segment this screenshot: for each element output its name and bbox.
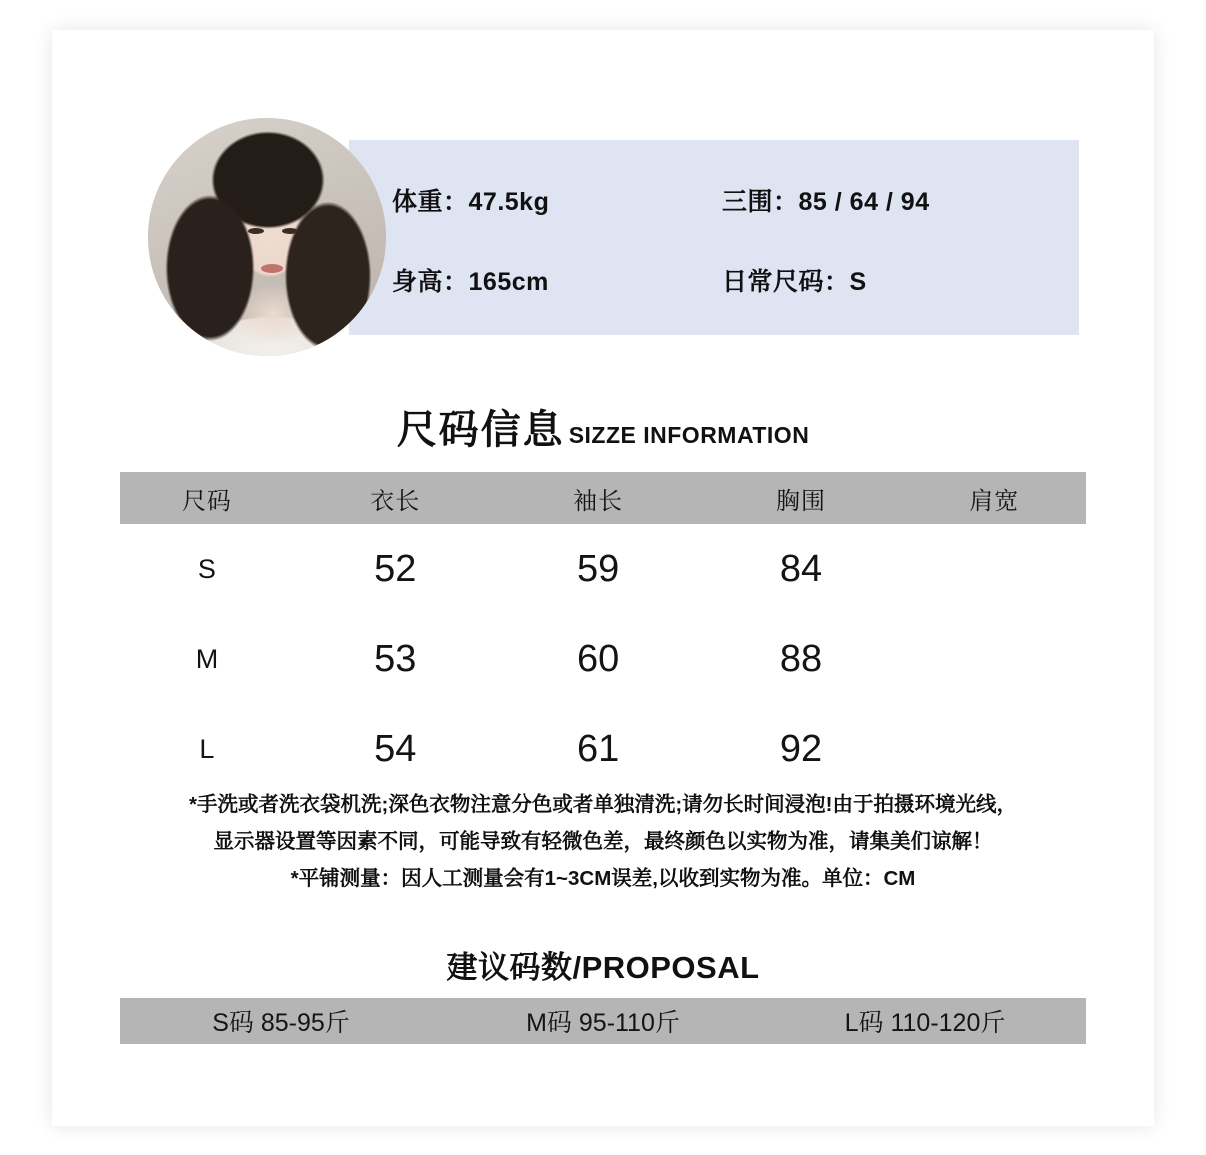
proposal-title: 建议码数/PROPOSAL: [446, 950, 760, 985]
proposal-bar: [120, 998, 1086, 1044]
row-l-length: 54: [374, 727, 417, 770]
row-s-length: 52: [374, 547, 417, 590]
lips-detail: [261, 264, 283, 273]
row-l-bust: 92: [779, 727, 823, 770]
model-info-block: [52, 90, 1154, 390]
row-m-length: 53: [374, 637, 417, 680]
size-info-heading-en: SIZZE INFORMATION: [568, 422, 810, 448]
model-height: [392, 262, 722, 298]
model-daily-size: [722, 262, 1072, 298]
table-row: [120, 614, 1086, 704]
row-size-l: L: [199, 733, 215, 764]
eye-left-detail: [248, 228, 264, 234]
size-table-header-size: 尺码: [120, 472, 294, 524]
size-table: [120, 472, 1086, 794]
proposal-item-l: L码 110-120斤: [844, 1009, 1006, 1037]
table-row: [120, 704, 1086, 794]
model-measurements: [722, 182, 1072, 218]
row-l-shoulder: [902, 704, 1086, 794]
row-m-bust: 88: [779, 637, 823, 680]
row-s-sleeve: 59: [577, 547, 620, 590]
row-size-s: S: [197, 553, 216, 584]
size-info-heading-cn: 尺码信息: [396, 408, 565, 452]
size-table-header-sleeve: 袖长: [497, 472, 700, 524]
model-weight: [392, 182, 722, 218]
row-size-m: M: [195, 643, 219, 674]
table-row: [120, 524, 1086, 614]
proposal-item-s: S码 85-95斤: [212, 1009, 350, 1037]
eye-right-detail: [282, 228, 298, 234]
model-height-label: 身高：: [392, 268, 469, 296]
model-photo: [148, 118, 386, 356]
row-m-sleeve: 60: [577, 637, 620, 680]
size-table-header-length: 衣长: [294, 472, 497, 524]
row-l-sleeve: 61: [577, 727, 620, 770]
care-note-line-3: *平铺测量：因人工测量会有1~3CM误差,以收到实物为准。单位：CM: [290, 867, 916, 891]
model-measurements-label: 三围：: [722, 188, 799, 216]
care-note-line-2: 显示器设置等因素不同，可能导致有轻微色差，最终颜色以实物为准，请集美们谅解！: [213, 830, 993, 854]
proposal-item-m: M码 95-110斤: [526, 1009, 680, 1037]
row-m-shoulder: [902, 614, 1086, 704]
model-daily-size-value: S: [849, 268, 867, 296]
size-table-header-row: [120, 472, 1086, 524]
row-s-bust: 84: [779, 547, 823, 590]
model-weight-label: 体重：: [392, 188, 469, 216]
model-measurements-value: 85 / 64 / 94: [798, 188, 930, 216]
row-s-shoulder: [902, 524, 1086, 614]
model-info-grid: [392, 160, 1072, 320]
model-daily-size-label: 日常尺码：: [722, 268, 850, 296]
care-note-line-1: *手洗或者洗衣袋机洗;深色衣物注意分色或者单独清洗;请勿长时间浸泡!由于拍摄环境光线，: [189, 793, 1017, 816]
care-notes: [100, 788, 1106, 900]
size-table-header-shoulder: 肩宽: [902, 472, 1086, 524]
size-table-header-bust: 胸围: [700, 472, 903, 524]
model-avatar: [148, 118, 386, 356]
size-chart-card: [52, 30, 1154, 1126]
model-weight-value: 47.5kg: [468, 188, 550, 216]
model-height-value: 165cm: [468, 268, 549, 296]
size-info-heading: [52, 398, 1154, 455]
